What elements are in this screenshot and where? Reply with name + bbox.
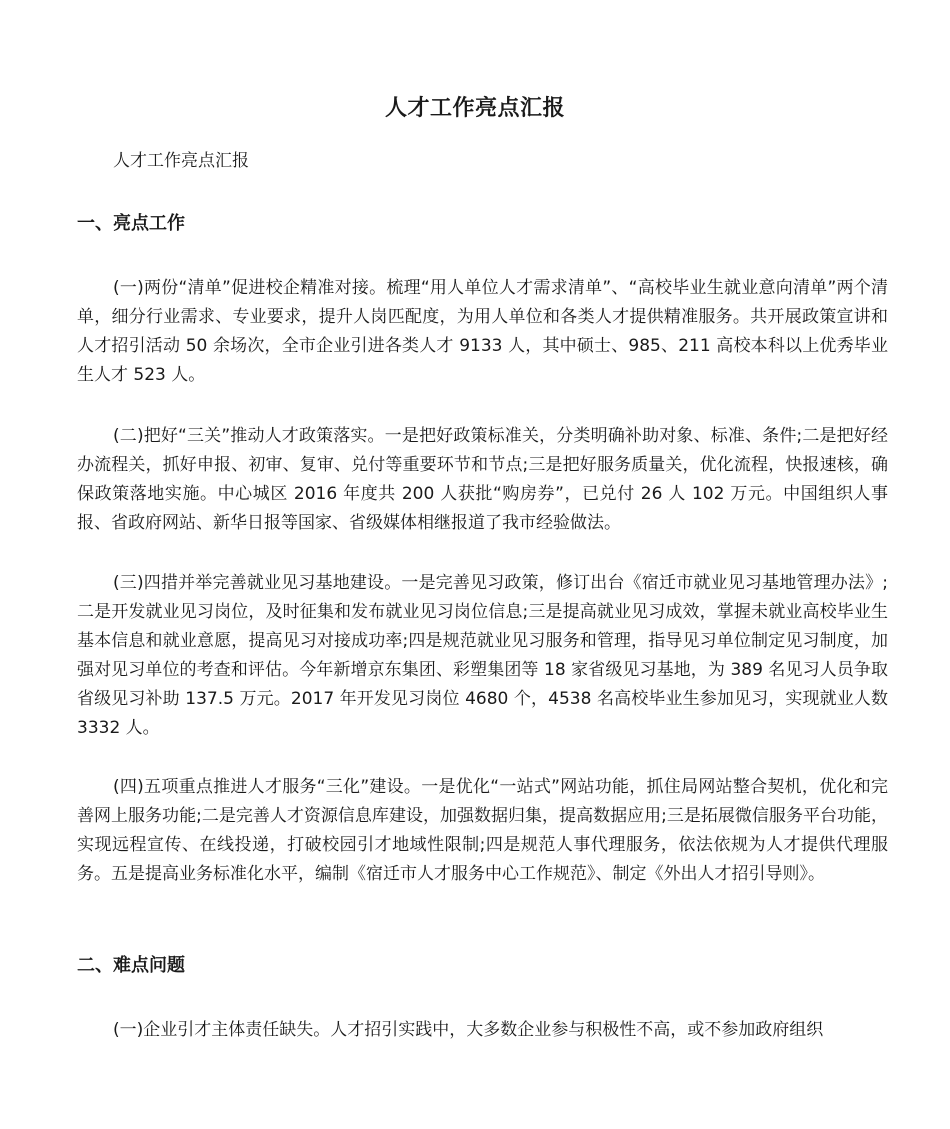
section-heading-difficulties: 二、难点问题 bbox=[77, 955, 185, 976]
paragraph-enterprise-responsibility: (一)企业引才主体责任缺失。人才招引实践中，大多数企业参与积极性不高，或不参加政府组织 bbox=[113, 1020, 824, 1040]
paragraph-talent-services: (四)五项重点推进人才服务“三化”建设。一是优化“一站式”网站功能，抓住局网站整合契机，优化和完善网上服务功能;二是完善人才资源信息库建设，加强数据归集，提高数据应用;三是拓展微信服务平台功能，实现远程宣传、在线投递，打破校园引才地域性限制;四是规范人事代理服务，依法依规为人才提供代理服务。五是提高业务标准化水平，编制《宿迁市人才服务中心工作规范》、制定《外出人才招引导则》。 bbox=[77, 777, 888, 884]
document-subtitle: 人才工作亮点汇报 bbox=[113, 151, 249, 171]
paragraph-internship-bases: (三)四措并举完善就业见习基地建设。一是完善见习政策，修订出台《宿迁市就业见习基地管理办法》;二是开发就业见习岗位，及时征集和发布就业见习岗位信息;三是提高就业见习成效，掌握未就业高校毕业生基本信息和就业意愿，提高见习对接成功率;四是规范就业见习服务和管理，指导见习单位制定见习制度，加强对见习单位的考查和评估。今年新增京东集团、彩塑集团等 18 家省级见习基地，为 389 名见习人员争取省级见习补助 137.5 万元。2017 年开发见习岗位 4680 个，4538 名高校毕业生参加见习，实现就业人数 3332 人。 bbox=[77, 573, 888, 738]
paragraph-three-checks: (二)把好“三关”推动人才政策落实。一是把好政策标准关，分类明确补助对象、标准、条件;二是把好经办流程关，抓好申报、初审、复审、兑付等重要环节和节点;三是把好服务质量关，优化流程，快报速核，确保政策落地实施。中心城区 2016 年度共 200 人获批“购房券”，已兑付 26 人 102 万元。中国组织人事报、省政府网站、新华日报等国家、省级媒体相继报道了我市经验做法。 bbox=[77, 426, 888, 533]
section-heading-highlights: 一、亮点工作 bbox=[77, 213, 185, 234]
paragraph-two-lists: (一)两份“清单”促进校企精准对接。梳理“用人单位人才需求清单”、“高校毕业生就业意向清单”两个清单，细分行业需求、专业要求，提升人岗匹配度，为用人单位和各类人才提供精准服务。共开展政策宣讲和人才招引活动 50 余场次，全市企业引进各类人才 9133 人，其中硕士、985、211 高校本科以上优秀毕业生人才 523 人。 bbox=[77, 278, 888, 385]
document-title: 人才工作亮点汇报 bbox=[384, 95, 565, 121]
